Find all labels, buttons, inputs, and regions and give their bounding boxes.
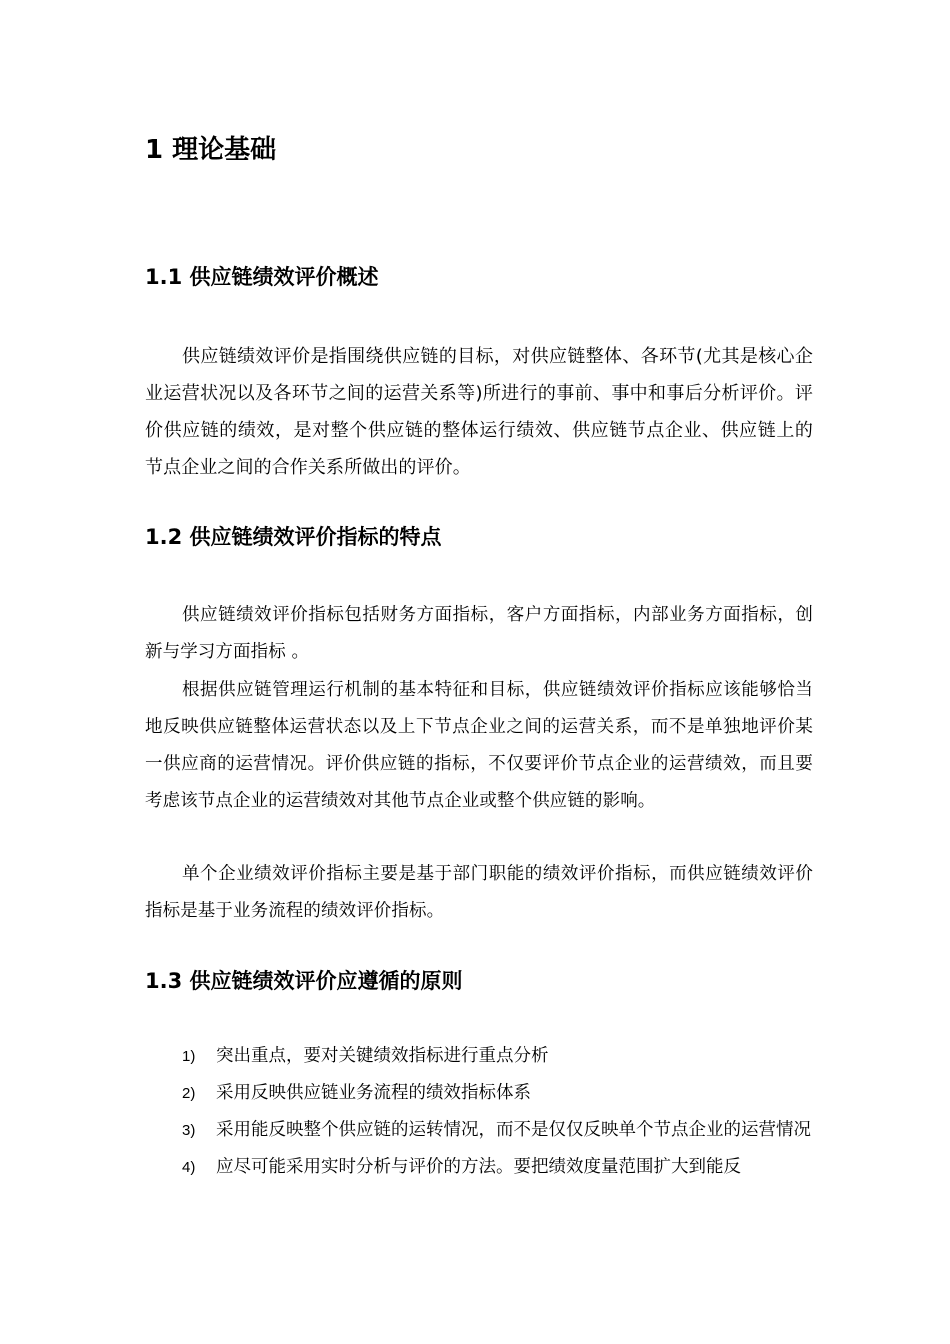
chapter-title: 1 理论基础 [145,135,277,165]
list-item [145,1112,813,1149]
list-item [145,1149,813,1186]
section-heading-1-1: 1.1 供应链绩效评价概述 [145,265,379,289]
list-item-number: 2) [182,1085,196,1102]
list-item [145,1038,813,1075]
section-heading-1-2: 1.2 供应链绩效评价指标的特点 [145,525,442,549]
list-item-text: 突出重点，要对关键绩效指标进行重点分析 [216,1046,549,1066]
list-item [145,1075,813,1112]
section-1-1-paragraph: 供应链绩效评价是指围绕供应链的目标，对供应链整体、各环节(尤其是核心企业运营状况以及各环节之间的运营关系等)所进行的事前、事中和事后分析评价。评价供应链的绩效，是对整个供应链的整体运行绩效、供应链节点企业、供应链上的节点企业之间的合作关系所做出的评价。 [145,346,813,478]
list-item-number: 1) [182,1048,196,1065]
section-1-2-paragraph-2: 根据供应链管理运行机制的基本特征和目标，供应链绩效评价指标应该能够恰当地反映供应链整体运营状态以及上下节点企业之间的运营关系，而不是单独地评价某一供应商的运营情况。评价供应链的指标，不仅要评价节点企业的运营绩效，而且要考虑该节点企业的运营绩效对其他节点企业或整个供应链的影响。 [145,680,813,811]
section-1-2-paragraph-1: 供应链绩效评价指标包括财务方面指标，客户方面指标，内部业务方面指标，创新与学习方面指标 。 [145,605,813,662]
list-item-text: 应尽可能采用实时分析与评价的方法。要把绩效度量范围扩大到能反 [216,1157,741,1177]
list-item-text: 采用能反映整个供应链的运转情况，而不是仅仅反映单个节点企业的运营情况 [216,1120,811,1140]
principles-list [145,1038,813,1186]
section-1-2-paragraph-3: 单个企业绩效评价指标主要是基于部门职能的绩效评价指标，而供应链绩效评价指标是基于业务流程的绩效评价指标。 [145,864,813,921]
list-item-number: 3) [182,1122,196,1139]
section-heading-1-3: 1.3 供应链绩效评价应遵循的原则 [145,969,463,993]
list-item-text: 采用反映供应链业务流程的绩效指标体系 [216,1083,531,1103]
list-item-number: 4) [182,1159,196,1176]
